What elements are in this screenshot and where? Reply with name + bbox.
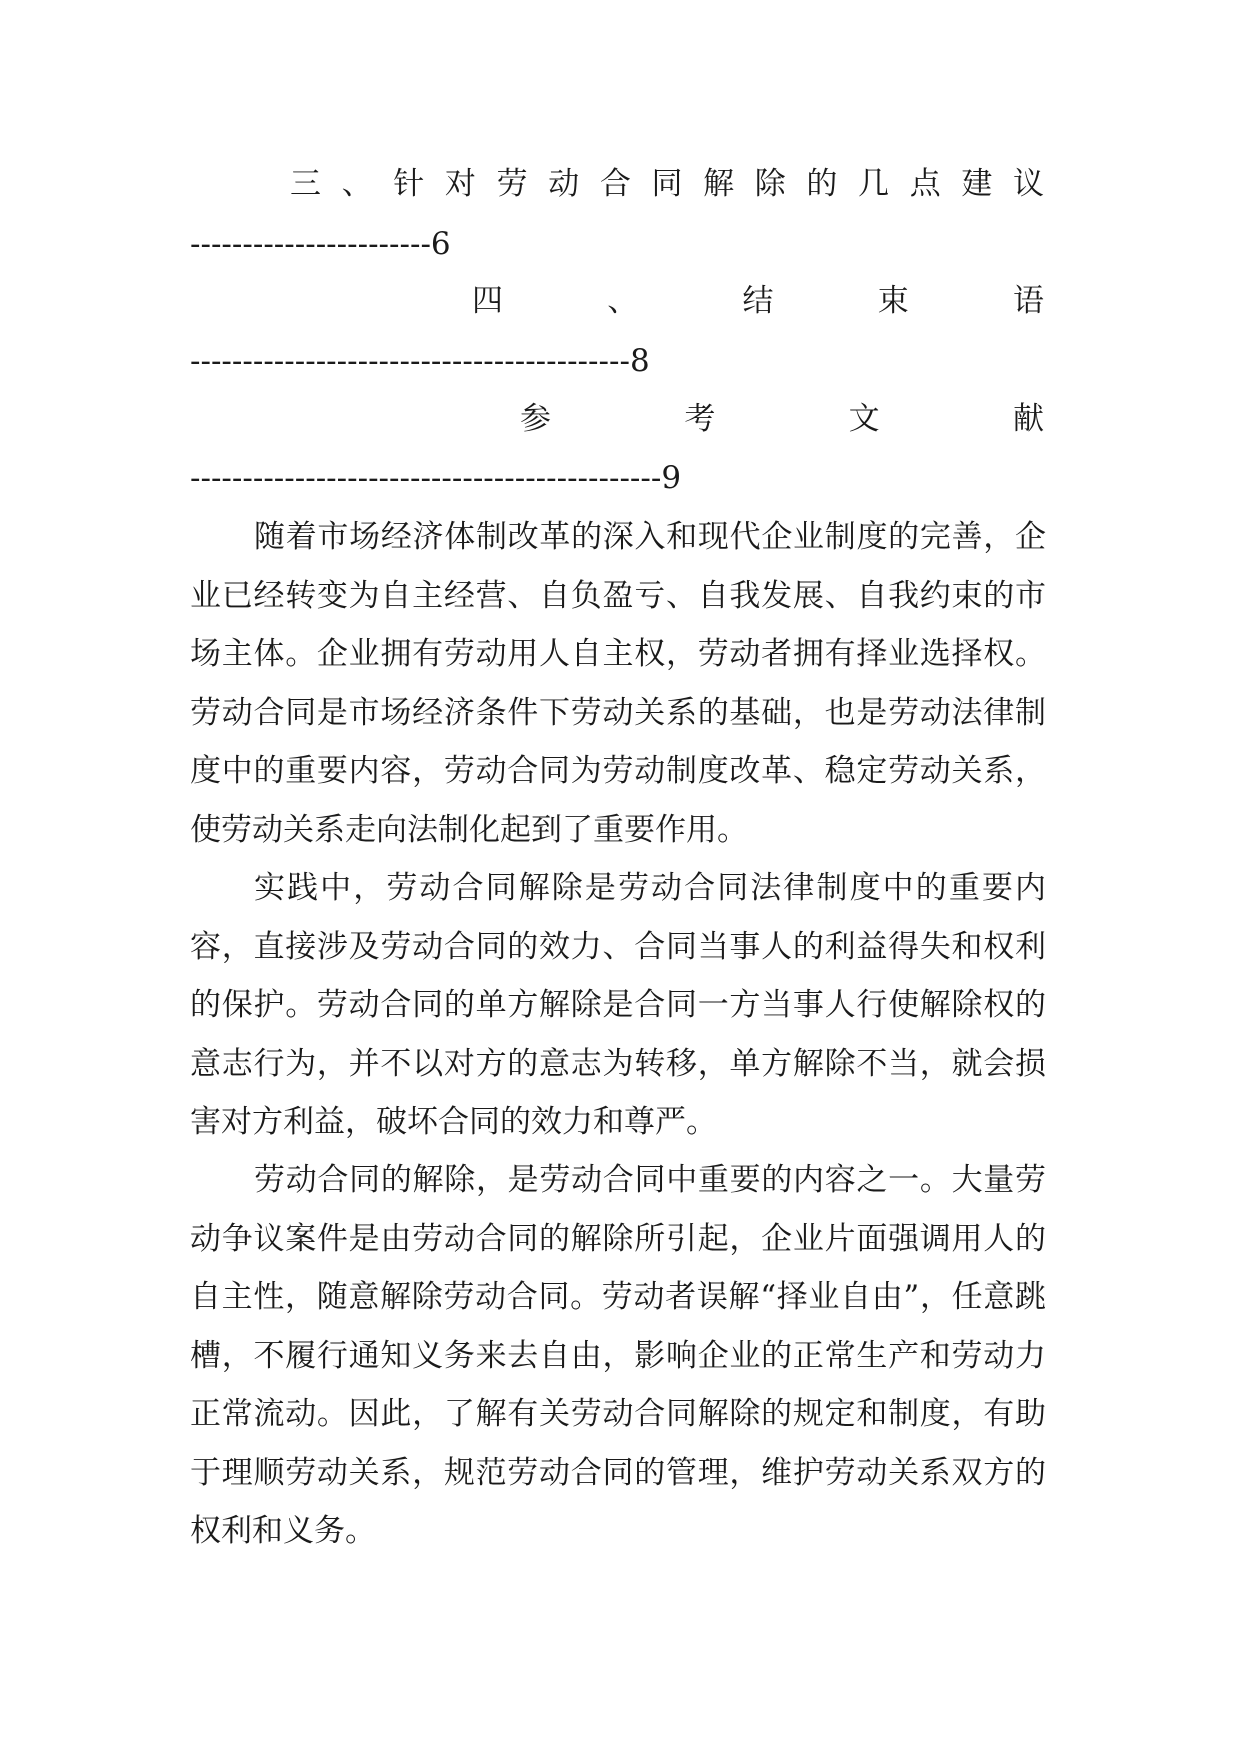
toc-title-char: 除 [754, 166, 786, 202]
toc-page-number: 6 [430, 226, 451, 262]
body-paragraph: 随着市场经济体制改革的深入和现代企业制度的完善，企业已经转变为自主经营、自负盈亏、自我发展、自我约束的市场主体。企业拥有劳动用人自主权，劳动者拥有择业选择权。劳动合同是市场经济条件下劳动关系的基础，也是劳动法律制度中的重要内容，劳动合同为劳动制度改革、稳定劳动关系，使劳动关系走向法制化起到了重要作用。 [190, 519, 1046, 848]
toc-title-char: 、 [607, 283, 639, 319]
toc-entry-title [190, 281, 1044, 321]
toc-title-char: 语 [1013, 283, 1044, 319]
toc-title-char: 点 [909, 166, 941, 202]
toc-title-char: 结 [742, 283, 774, 319]
body-paragraph: 实践中，劳动合同解除是劳动合同法律制度中的重要内容，直接涉及劳动合同的效力、合同当事人的利益得失和权利的保护。劳动合同的单方解除是合同一方当事人行使解除权的意志行为，并不以对方的意志为转移，单方解除不当，就会损害对方利益，破坏合同的效力和尊严。 [190, 870, 1046, 1140]
toc-title-char: 四 [472, 283, 503, 319]
toc-title-char: 几 [858, 166, 890, 202]
toc-title-char: 劳 [496, 166, 528, 202]
toc-entry-title [190, 399, 1044, 439]
toc-title-char: 献 [1012, 401, 1044, 437]
toc-title-char: 建 [961, 166, 993, 202]
toc-leader-dashes: ------------------------------------------ [190, 343, 630, 379]
toc-title-char: 参 [520, 401, 551, 437]
toc-title-char: 、 [341, 166, 373, 202]
toc-title-char: 同 [651, 166, 683, 202]
toc-title-char: 合 [599, 166, 631, 202]
toc-entry-title [190, 164, 1044, 204]
toc-title-char: 三 [290, 166, 321, 202]
toc-title-char: 解 [703, 166, 735, 202]
toc-title-char: 议 [1012, 166, 1044, 202]
toc-title-char: 考 [684, 401, 716, 437]
toc-title-char: 文 [848, 401, 880, 437]
toc-title-char: 动 [548, 166, 580, 202]
toc-entry-leader [190, 341, 650, 381]
toc-page-number: 8 [629, 343, 650, 379]
body-paragraph: 劳动合同的解除，是劳动合同中重要的内容之一。大量劳动争议案件是由劳动合同的解除所引起，企业片面强调用人的自主性，随意解除劳动合同。劳动者误解“择业自由”，任意跳槽，不履行通知义务来去自由，影响企业的正常生产和劳动力正常流动。因此，了解有关劳动合同解除的规定和制度，有助于理顺劳动关系，规范劳动合同的管理，维护劳动关系双方的权利和义务。 [190, 1162, 1046, 1549]
toc-entry-leader [190, 458, 681, 498]
toc-leader-dashes: ----------------------- [190, 226, 431, 262]
toc-title-char: 对 [444, 166, 476, 202]
toc-title-char: 束 [877, 283, 909, 319]
toc-title-char: 针 [393, 166, 425, 202]
toc-entry-leader [190, 224, 451, 264]
toc-title-char: 的 [806, 166, 838, 202]
toc-leader-dashes: --------------------------------------------- [190, 460, 662, 496]
toc-page-number: 9 [661, 460, 682, 496]
